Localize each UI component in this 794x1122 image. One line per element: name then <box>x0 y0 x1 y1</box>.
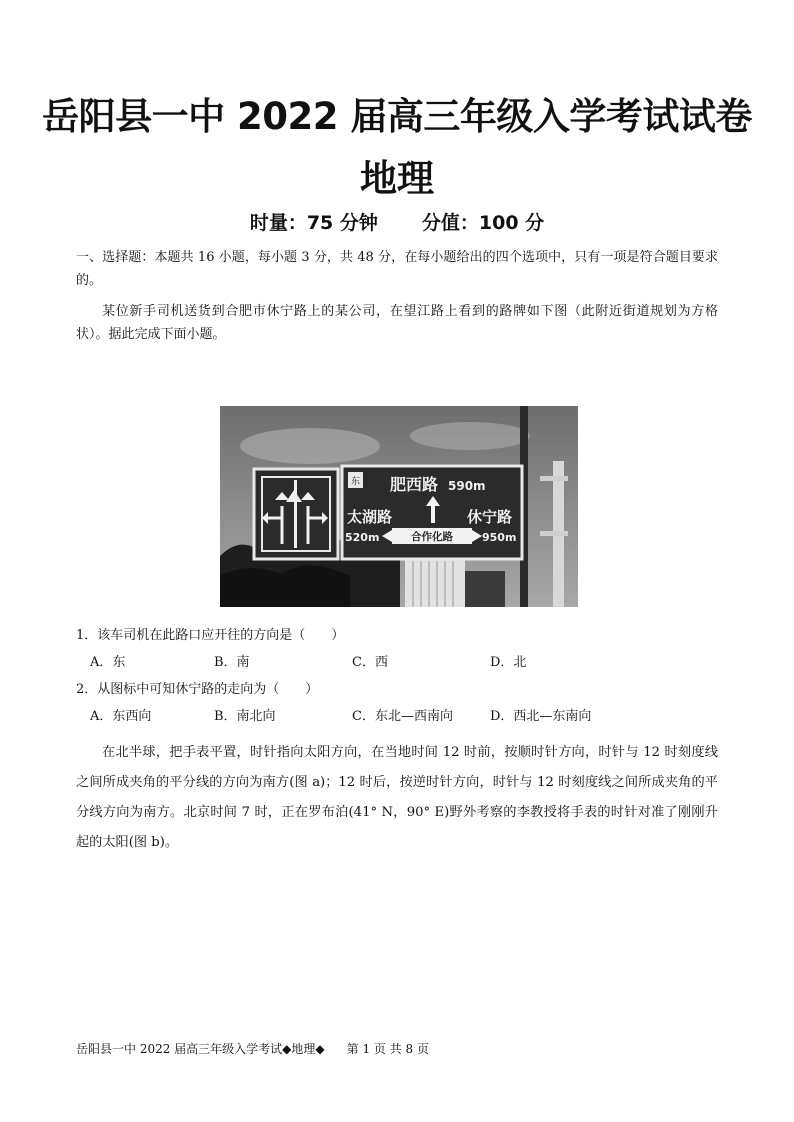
page-footer <box>76 1040 429 1057</box>
sign-corner-tag: 东 <box>350 477 361 487</box>
question-1-option-c: C．西 <box>352 655 388 670</box>
question-1-option-d: D．北 <box>490 655 527 670</box>
sign-right-dist: 950m <box>482 531 517 544</box>
exam-meta <box>0 208 794 235</box>
question-2-stem: 2．从图标中可知休宁路的走向为（ ） <box>76 682 319 697</box>
passage-2: 在北半球，把手表平置，时针指向太阳方向，在当地时间 12 时前，按顺时针方向，时针与 12 时刻度线之间所成夹角的平分线的方向为南方(图 a)；12 时后，按逆时针方向，时针与 12 时刻度线之间所成夹角的平分线方向为南方。北京时间 7 时，正在罗布泊(41° N，90° E)野外考察的李教授将手表的时针对准了刚刚升起的太阳(图 b)。 <box>76 745 718 850</box>
sign-center-road: 合作化路 <box>411 531 453 543</box>
sign-right-road: 休宁路 <box>467 508 513 526</box>
question-2-option-d: D．西北—东南向 <box>490 709 592 724</box>
footer-page-number: 第 1 页 共 8 页 <box>346 1042 429 1056</box>
question-intro: 某位新手司机送货到合肥市休宁路上的某公司，在望江路上看到的路牌如下图（此附近街道规划为方格状）。据此完成下面小题。 <box>76 304 718 342</box>
footer-exam-name: 岳阳县一中 2022 届高三年级入学考试◆地理◆ <box>76 1042 325 1056</box>
question-2-option-b: B．南北向 <box>214 709 276 724</box>
question-1-option-b: B．南 <box>214 655 250 670</box>
question-1-option-a: A．东 <box>90 655 126 670</box>
sign-left-road: 太湖路 <box>347 508 393 526</box>
subject-title: 地理 <box>360 157 434 200</box>
section-instruction: 一、选择题：本题共 16 小题，每小题 3 分，共 48 分，在每小题给出的四个选项中，只有一项是符合题目要求的。 <box>76 250 718 288</box>
sign-left-dist: 520m <box>345 531 380 544</box>
exam-title: 岳阳县一中 2022 届高三年级入学考试试卷 <box>42 95 752 138</box>
question-2-option-a: A．东西向 <box>90 709 152 724</box>
question-1-stem: 1．该车司机在此路口应开往的方向是（ ） <box>76 628 345 643</box>
road-sign-photo <box>220 406 578 607</box>
sign-top-dist: 590m <box>448 479 486 493</box>
question-2-option-c: C．东北—西南向 <box>352 709 453 724</box>
sign-top-road: 肥西路 <box>390 475 439 494</box>
total-score: 分值：100 分 <box>421 212 545 234</box>
time-limit: 时量：75 分钟 <box>249 212 378 234</box>
